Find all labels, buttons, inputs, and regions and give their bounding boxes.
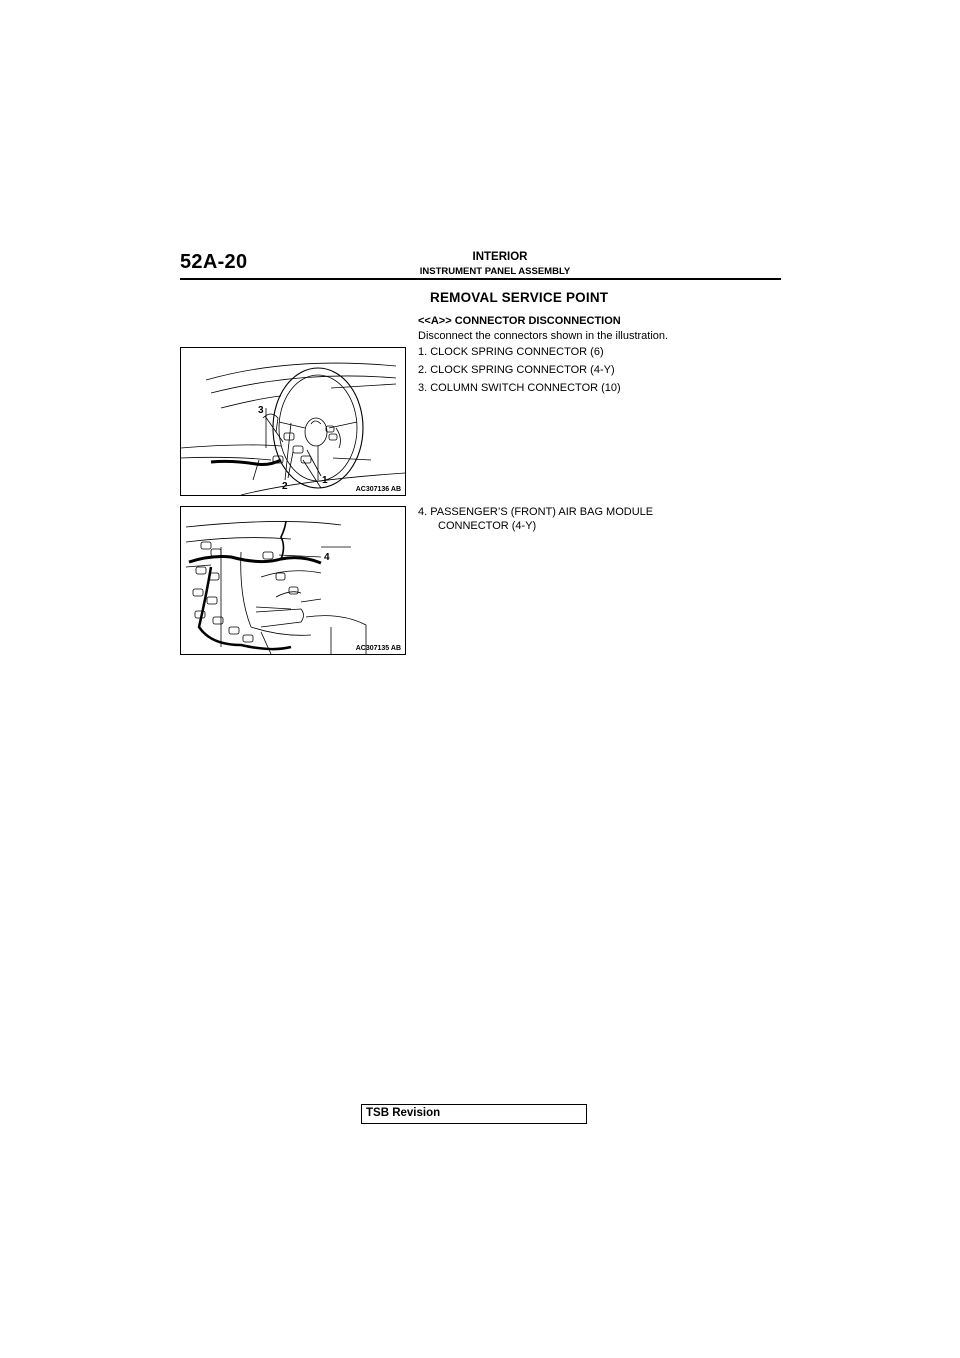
instrument-panel-harness-illustration [181, 507, 405, 654]
figure-passenger-airbag-connector [180, 506, 406, 655]
step-2: 2. CLOCK SPRING CONNECTOR (4-Y) [418, 364, 615, 376]
section-subtitle: INSTRUMENT PANEL ASSEMBLY [419, 266, 571, 277]
section-title: INTERIOR [472, 251, 528, 263]
intro-text: Disconnect the connectors shown in the illustration. [418, 330, 669, 342]
tsb-revision-box [361, 1104, 587, 1124]
step-4-line-1: 4. PASSENGER’S (FRONT) AIR BAG MODULE [418, 506, 654, 518]
figure-code: AC307136 AB [355, 486, 401, 493]
figure-code: AC307135 AB [355, 645, 401, 652]
connector-disconnection-heading: <<A>> CONNECTOR DISCONNECTION [418, 315, 621, 327]
step-4-line-2: CONNECTOR (4-Y) [438, 520, 537, 532]
callout-4: 4 [324, 552, 330, 563]
step-4 [418, 505, 653, 533]
step-3: 3. COLUMN SWITCH CONNECTOR (10) [418, 382, 621, 394]
steering-wheel-illustration [181, 348, 405, 495]
removal-service-point-heading: REMOVAL SERVICE POINT [430, 290, 609, 305]
page-number: 52A-20 [180, 251, 248, 273]
callout-1: 1 [322, 475, 328, 486]
header-rule [180, 278, 781, 280]
callout-2: 2 [282, 481, 288, 492]
figure-steering-column-connectors [180, 347, 406, 496]
callout-3: 3 [258, 405, 264, 416]
step-1: 1. CLOCK SPRING CONNECTOR (6) [418, 346, 604, 358]
tsb-revision-label: TSB Revision [366, 1107, 441, 1119]
